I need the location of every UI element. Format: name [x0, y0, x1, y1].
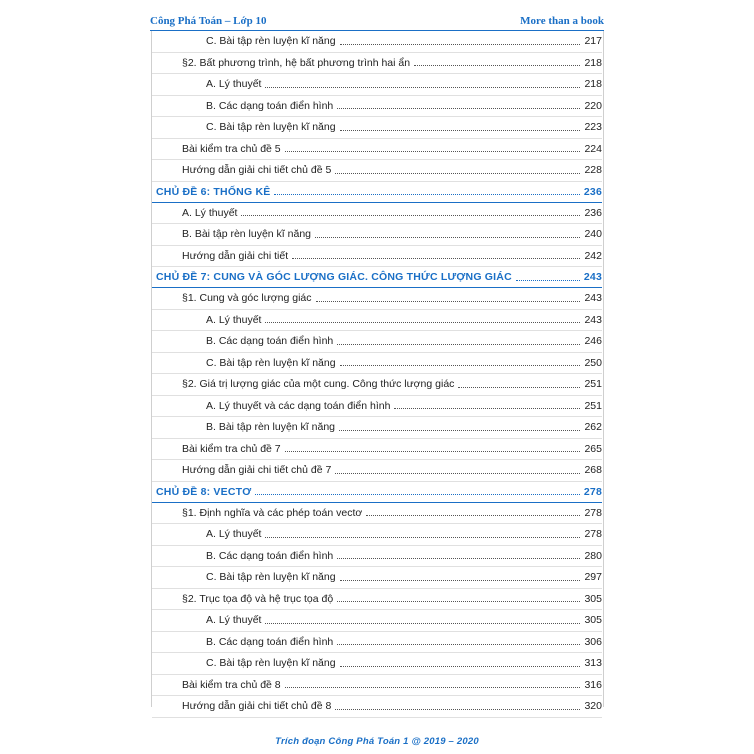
- toc-page-number: 242: [584, 249, 602, 262]
- toc-chapter-heading[interactable]: [152, 182, 602, 203]
- toc-page-number: 278: [584, 528, 602, 541]
- toc-page-number: 236: [583, 185, 602, 198]
- toc-entry[interactable]: [152, 53, 602, 75]
- toc-page-number: 217: [584, 35, 602, 48]
- dot-leader: [335, 173, 580, 174]
- toc-entry[interactable]: [152, 546, 602, 568]
- toc-entry[interactable]: [152, 589, 602, 611]
- toc-page-number: 223: [584, 121, 602, 134]
- toc-chapter-heading[interactable]: [152, 482, 602, 503]
- toc-entry-title: Bài kiểm tra chủ đề 5: [182, 142, 281, 155]
- toc-entry[interactable]: [152, 117, 602, 139]
- toc-page-number: 228: [584, 164, 602, 177]
- dot-leader: [265, 87, 580, 88]
- toc-entry-title: C. Bài tập rèn luyện kĩ năng: [206, 35, 336, 48]
- toc-page-number: 265: [584, 442, 602, 455]
- toc-entry-title: B. Các dạng toán điển hình: [206, 549, 334, 562]
- toc-entry-title: A. Lý thuyết: [182, 206, 238, 219]
- toc-entry[interactable]: [152, 331, 602, 353]
- toc-page-number: 218: [584, 56, 602, 69]
- toc-entry[interactable]: [152, 632, 602, 654]
- toc-chapter-heading[interactable]: [152, 267, 602, 288]
- toc-entry-title: C. Bài tập rèn luyện kĩ năng: [206, 657, 336, 670]
- dot-leader: [337, 108, 580, 109]
- toc-entry-title: A. Lý thuyết: [206, 614, 262, 627]
- toc-entry-title: Hướng dẫn giải chi tiết: [182, 249, 289, 262]
- toc-page-number: 262: [584, 421, 602, 434]
- toc-entry[interactable]: [152, 567, 602, 589]
- toc-page-number: 278: [584, 506, 602, 519]
- dot-leader: [339, 430, 580, 431]
- toc-entry[interactable]: [152, 503, 602, 525]
- toc-page-number: 243: [584, 313, 602, 326]
- toc-entry[interactable]: [152, 96, 602, 118]
- toc-entry-title: CHỦ ĐỀ 6: THỐNG KÊ: [156, 185, 271, 198]
- toc-page-number: 224: [584, 142, 602, 155]
- toc-entry-title: C. Bài tập rèn luyện kĩ năng: [206, 571, 336, 584]
- header-book-title: Công Phá Toán – Lớp 10: [150, 15, 267, 27]
- toc-entry[interactable]: [152, 246, 602, 268]
- page-header: [150, 12, 604, 30]
- toc-right-border: [603, 31, 604, 707]
- dot-leader: [394, 408, 580, 409]
- dot-leader: [316, 301, 581, 302]
- toc-entry-title: A. Lý thuyết: [206, 313, 262, 326]
- toc-entry[interactable]: [152, 374, 602, 396]
- header-slogan: More than a book: [520, 15, 604, 27]
- toc-entry[interactable]: [152, 439, 602, 461]
- toc-entry-title: B. Bài tập rèn luyện kĩ năng: [206, 421, 335, 434]
- toc-page-number: 280: [584, 549, 602, 562]
- toc-entry[interactable]: [152, 160, 602, 182]
- toc-entry[interactable]: [152, 353, 602, 375]
- toc-page-number: 236: [584, 206, 602, 219]
- toc-page-number: 305: [584, 592, 602, 605]
- dot-leader: [292, 258, 580, 259]
- dot-leader: [414, 65, 580, 66]
- dot-leader: [337, 644, 580, 645]
- toc-page-number: 316: [584, 678, 602, 691]
- toc-page-number: 240: [584, 228, 602, 241]
- toc-entry-title: A. Lý thuyết và các dạng toán điển hình: [206, 399, 391, 412]
- toc-page-number: 251: [584, 378, 602, 391]
- toc-page-number: 313: [584, 657, 602, 670]
- dot-leader: [337, 558, 580, 559]
- dot-leader: [315, 237, 580, 238]
- toc-page-number: 297: [584, 571, 602, 584]
- toc-entry[interactable]: [152, 417, 602, 439]
- dot-leader: [335, 709, 580, 710]
- toc-entry-title: Hướng dẫn giải chi tiết chủ đề 5: [182, 164, 332, 177]
- dot-leader: [241, 215, 580, 216]
- toc-page-number: 243: [584, 292, 602, 305]
- dot-leader: [340, 130, 581, 131]
- dot-leader: [265, 623, 580, 624]
- dot-leader: [340, 666, 581, 667]
- toc-page-number: 305: [584, 614, 602, 627]
- dot-leader: [458, 387, 580, 388]
- dot-leader: [366, 515, 580, 516]
- toc-entry[interactable]: [152, 310, 602, 332]
- dot-leader: [340, 365, 581, 366]
- toc-entry-title: §1. Cung và góc lượng giác: [182, 292, 312, 305]
- toc-page-number: 246: [584, 335, 602, 348]
- toc-entry[interactable]: [152, 139, 602, 161]
- toc-entry-title: Bài kiểm tra chủ đề 8: [182, 678, 281, 691]
- dot-leader: [265, 322, 580, 323]
- toc-entry-title: A. Lý thuyết: [206, 78, 262, 91]
- toc-entry-title: B. Các dạng toán điển hình: [206, 335, 334, 348]
- toc-entry[interactable]: [152, 675, 602, 697]
- toc-entry-title: Bài kiểm tra chủ đề 7: [182, 442, 281, 455]
- toc-entry-title: §1. Định nghĩa và các phép toán vectơ: [182, 506, 363, 519]
- table-of-contents: [152, 31, 602, 718]
- toc-entry[interactable]: [152, 74, 602, 96]
- toc-entry[interactable]: [152, 610, 602, 632]
- dot-leader: [285, 451, 581, 452]
- toc-entry[interactable]: [152, 460, 602, 482]
- toc-entry-title: C. Bài tập rèn luyện kĩ năng: [206, 356, 336, 369]
- dot-leader: [265, 537, 580, 538]
- toc-entry[interactable]: [152, 288, 602, 310]
- toc-entry-title: CHỦ ĐỀ 7: CUNG VÀ GÓC LƯỢNG GIÁC. CÔNG THỨC LƯỢNG GIÁC: [156, 271, 512, 283]
- toc-entry-title: CHỦ ĐỀ 8: VECTƠ: [156, 485, 252, 498]
- toc-entry-title: B. Các dạng toán điển hình: [206, 635, 334, 648]
- toc-entry[interactable]: [152, 203, 602, 225]
- dot-leader: [335, 473, 580, 474]
- toc-entry-title: §2. Trục tọa độ và hệ trục tọa độ: [182, 592, 334, 605]
- toc-entry-title: A. Lý thuyết: [206, 528, 262, 541]
- toc-entry-title: §2. Bất phương trình, hệ bất phương trình hai ẩn: [182, 56, 411, 69]
- toc-page-number: 268: [584, 464, 602, 477]
- toc-entry[interactable]: [152, 696, 602, 718]
- toc-entry-title: B. Các dạng toán điển hình: [206, 99, 334, 112]
- toc-entry[interactable]: [152, 396, 602, 418]
- dot-leader: [337, 601, 580, 602]
- toc-entry[interactable]: [152, 524, 602, 546]
- toc-entry[interactable]: [152, 31, 602, 53]
- toc-entry-title: Hướng dẫn giải chi tiết chủ đề 8: [182, 700, 332, 713]
- toc-entry-title: Hướng dẫn giải chi tiết chủ đề 7: [182, 464, 332, 477]
- toc-page-number: 220: [584, 99, 602, 112]
- toc-page-number: 251: [584, 399, 602, 412]
- dot-leader: [255, 494, 579, 495]
- toc-entry-title: B. Bài tập rèn luyện kĩ năng: [182, 228, 311, 241]
- page-footer: Trích đoạn Công Phá Toán 1 @ 2019 – 2020: [275, 736, 479, 747]
- toc-page-number: 278: [583, 485, 602, 498]
- dot-leader: [285, 687, 581, 688]
- toc-entry[interactable]: [152, 224, 602, 246]
- toc-page-number: 250: [584, 356, 602, 369]
- toc-page-number: 243: [583, 271, 602, 283]
- dot-leader: [285, 151, 581, 152]
- dot-leader: [340, 44, 581, 45]
- dot-leader: [516, 280, 580, 281]
- toc-entry-title: C. Bài tập rèn luyện kĩ năng: [206, 121, 336, 134]
- toc-page-number: 306: [584, 635, 602, 648]
- toc-page-number: 218: [584, 78, 602, 91]
- toc-entry[interactable]: [152, 653, 602, 675]
- dot-leader: [274, 194, 579, 195]
- dot-leader: [340, 580, 581, 581]
- toc-page-number: 320: [584, 700, 602, 713]
- toc-entry-title: §2. Giá trị lượng giác của một cung. Công thức lượng giác: [182, 378, 455, 391]
- dot-leader: [337, 344, 580, 345]
